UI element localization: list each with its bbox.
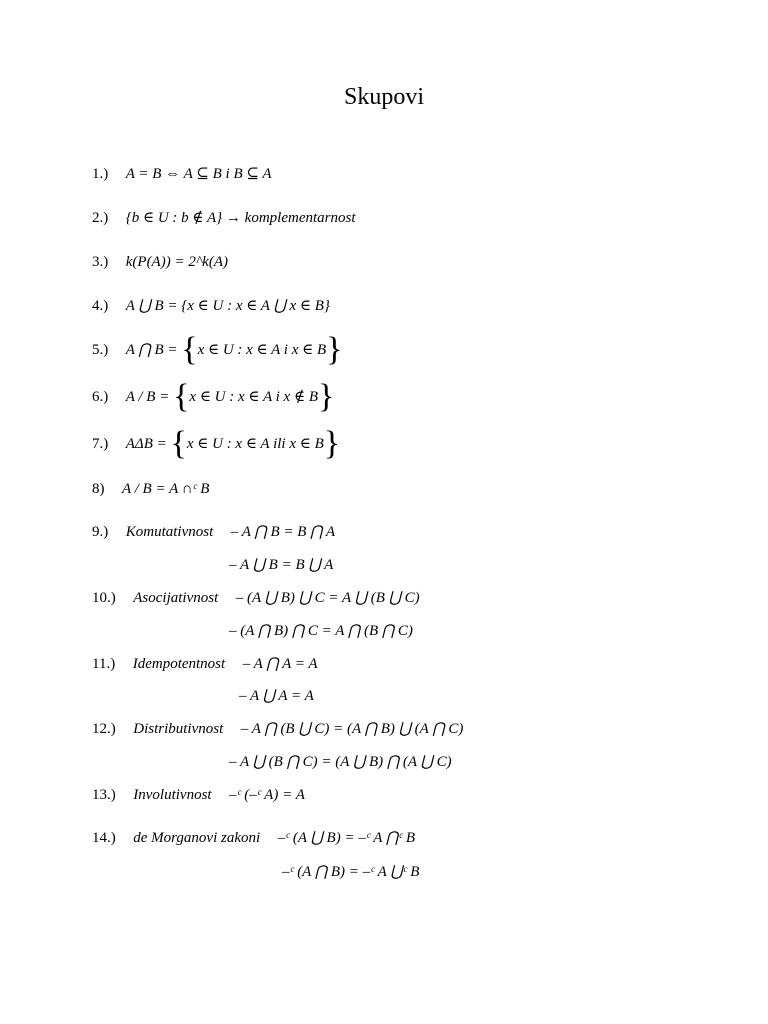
- law-formula: –ᶜ (–ᶜ A) = A: [229, 787, 305, 803]
- item-number: 4.): [92, 298, 109, 314]
- item-14-line-2: [282, 862, 419, 882]
- item-number: 11.): [92, 656, 116, 672]
- item-number: 6.): [92, 389, 109, 405]
- item-number: 9.): [92, 524, 109, 540]
- item-number: 2.): [92, 210, 109, 226]
- item-expression: k(P(A)) = 2^k(A): [125, 254, 228, 270]
- item-lhs: A ⋂ B =: [125, 342, 178, 358]
- item-number: 7.): [92, 436, 109, 452]
- item-set-builder: x ∈ U : x ∈ A i x ∈ B: [197, 342, 327, 358]
- item-12-line-2: [229, 752, 452, 772]
- law-name: Komutativnost: [125, 524, 214, 540]
- item-4: [92, 296, 330, 316]
- item-number: 5.): [92, 342, 109, 358]
- law-formula: –ᶜ (A ⋃ B) = –ᶜ A ⋂ᶜ B: [277, 830, 416, 846]
- item-expression: A / B = A ∩ᶜ B: [122, 481, 210, 497]
- item-number: 3.): [92, 254, 109, 270]
- item-1: [92, 164, 272, 184]
- left-brace: {: [173, 378, 190, 415]
- item-set-builder: x ∈ U : x ∈ A i x ∉ B: [189, 389, 318, 405]
- law-formula: – A ⋂ (B ⋃ C) = (A ⋂ B) ⋃ (A ⋂ C): [240, 721, 464, 737]
- item-set-builder: x ∈ U : x ∈ A ili x ∈ B: [186, 436, 324, 452]
- item-6: [92, 378, 335, 415]
- item-2: [92, 208, 356, 228]
- item-12: [92, 719, 463, 739]
- left-brace: {: [181, 331, 198, 368]
- right-brace: }: [326, 331, 343, 368]
- law-name: Idempotentnost: [132, 656, 226, 672]
- item-number: 12.): [92, 721, 116, 737]
- law-name: Involutivnost: [133, 787, 212, 803]
- item-9-line-2: [229, 555, 333, 575]
- item-lhs: AΔB =: [125, 436, 167, 452]
- left-brace: {: [170, 425, 187, 462]
- item-number: 14.): [92, 830, 116, 846]
- item-number: 8): [92, 481, 105, 497]
- law-formula: –ᶜ (A ⋂ B) = –ᶜ A ⋃ᶜ B: [282, 864, 420, 880]
- page-title: Skupovi: [343, 84, 424, 110]
- item-11: [92, 654, 318, 674]
- item-13: [92, 785, 305, 805]
- item-5: [92, 331, 343, 368]
- law-formula: – A ⋃ (B ⋂ C) = (A ⋃ B) ⋂ (A ⋃ C): [229, 754, 452, 770]
- item-10-line-2: [229, 621, 413, 641]
- law-formula: – A ⋃ A = A: [239, 688, 314, 704]
- law-name: Distributivnost: [133, 721, 224, 737]
- law-formula: – A ⋂ B = B ⋂ A: [230, 524, 336, 540]
- item-7: [92, 425, 341, 462]
- right-brace: }: [317, 378, 335, 415]
- item-3: [92, 252, 228, 272]
- item-8: [92, 479, 209, 499]
- item-11-line-2: [239, 686, 314, 706]
- item-9: [92, 522, 335, 542]
- item-expression: A ⋃ B = {x ∈ U : x ∈ A ⋃ x ∈ B}: [125, 298, 330, 314]
- item-lhs: A / B =: [125, 389, 170, 405]
- item-expression: {b ∈ U : b ∉ A} → komplementarnost: [125, 210, 356, 226]
- item-14: [92, 828, 415, 848]
- item-10: [92, 588, 420, 608]
- law-formula: – A ⋃ B = B ⋃ A: [229, 557, 334, 573]
- item-number: 1.): [92, 166, 109, 182]
- law-formula: – (A ⋃ B) ⋃ C = A ⋃ (B ⋃ C): [235, 590, 420, 606]
- item-number: 13.): [92, 787, 116, 803]
- item-number: 10.): [92, 590, 116, 606]
- law-name: de Morganovi zakoni: [133, 830, 261, 846]
- right-brace: }: [323, 425, 341, 462]
- item-expression: A = B ⇔ A ⊆ B i B ⊆ A: [125, 166, 272, 182]
- law-formula: – A ⋂ A = A: [242, 656, 318, 672]
- law-name: Asocijativnost: [133, 590, 219, 606]
- law-formula: – (A ⋂ B) ⋂ C = A ⋂ (B ⋂ C): [229, 623, 413, 639]
